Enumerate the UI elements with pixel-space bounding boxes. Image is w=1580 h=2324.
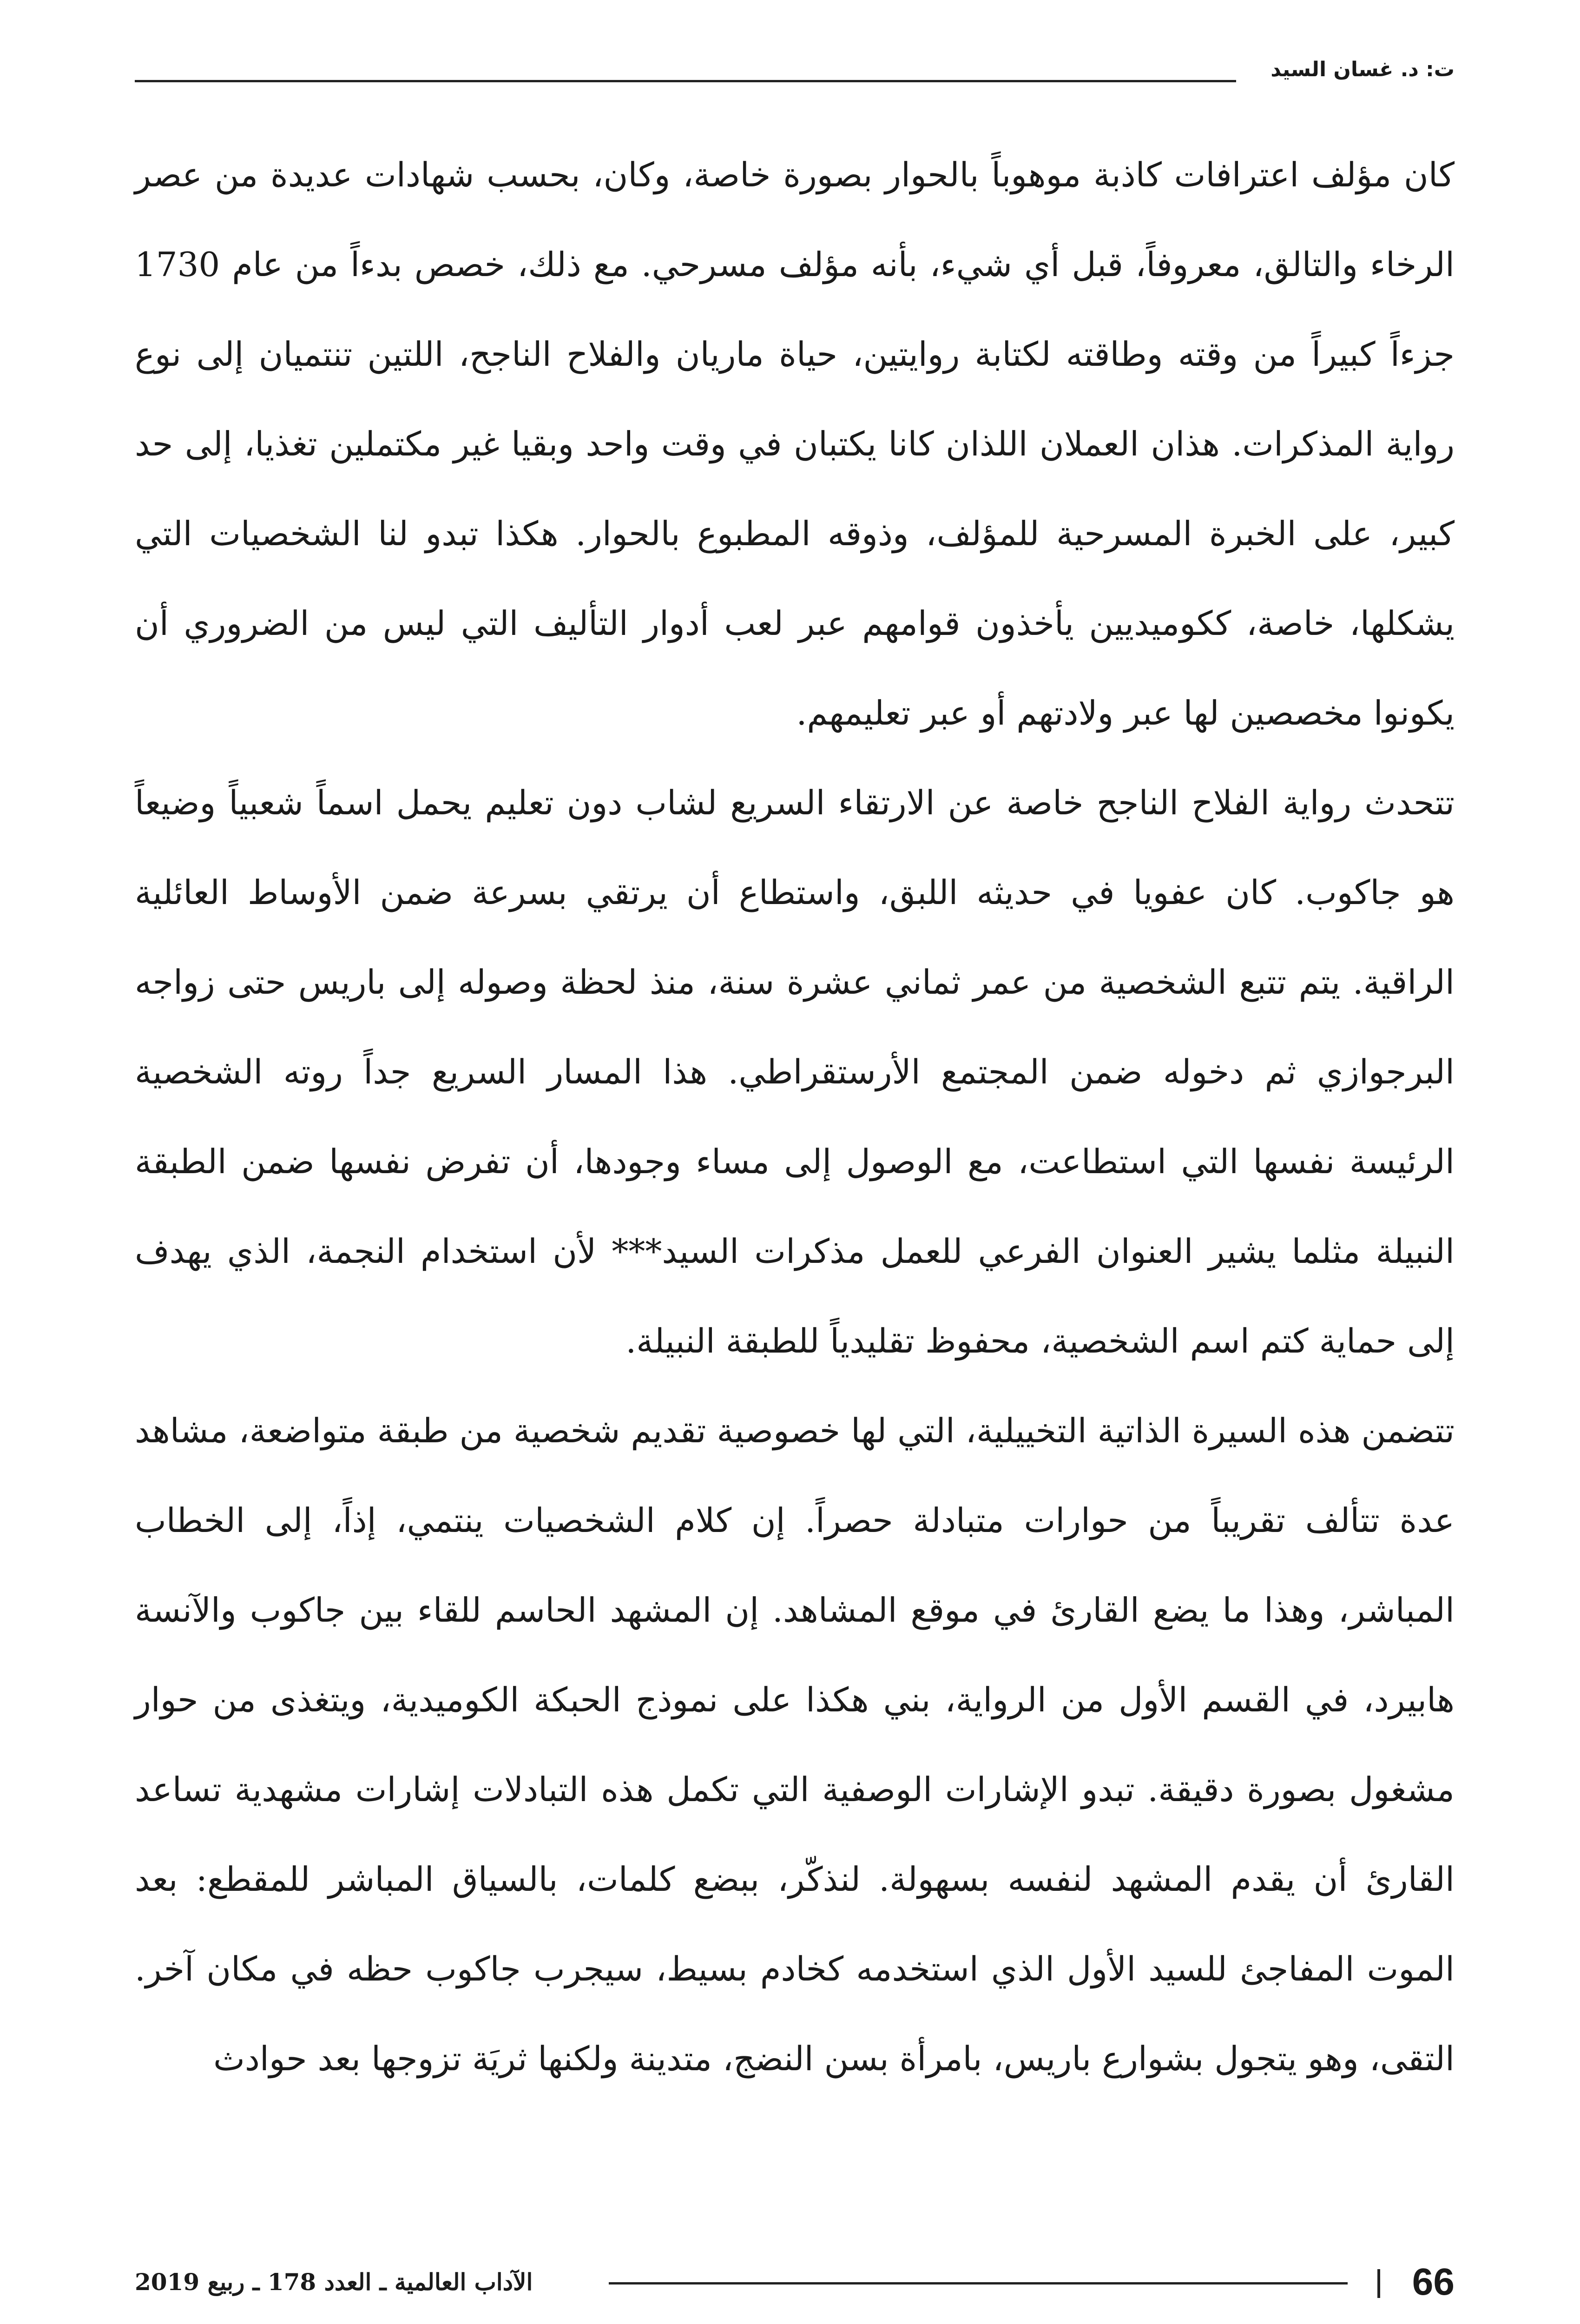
paragraph: تتحدث رواية الفلاح الناجح خاصة عن الارتقاء السريع لشاب دون تعليم يحمل اسماً شعبياً وضيعاً هو جاكوب. كان عفويا في حديثه اللبق، واستطاع أن يرتقي بسرعة ضمن الأوساط العائلية الراقية. يتم تتبع الشخصية من عمر ثماني عشرة سنة، منذ لحظة وصوله إلى باريس حتى زواجه البرجوازي ثم دخوله ضمن المجتمع الأرستقراطي. هذا المسار السريع جداً روته الشخصية الرئيسة نفسها التي استطاعت، مع الوصول إلى مساء وجودها، أن تفرض نفسها ضمن الطبقة النبيلة مثلما يشير العنوان الفرعي للعمل مذكرات السيد*** لأن استخدام النجمة، الذي يهدف إلى حماية كتم اسم الشخصية، محفوظ تقليدياً للطبقة النبيلة. bbox=[135, 783, 1455, 1360]
paragraph: كان مؤلف اعترافات كاذبة موهوباً بالحوار بصورة خاصة، وكان، بحسب شهادات عديدة من عصر الرخاء والتالق، معروفاً، قبل أي شيء، بأنه مؤلف مسرحي. مع ذلك، خصص بدءاً من عام 1730 جزءاً كبيراً من وقته وطاقته لكتابة روايتين، حياة ماريان والفلاح الناجح، اللتين تنتميان إلى نوع رواية المذكرات. هذان العملان اللذان كانا يكتبان في وقت واحد وبقيا غير مكتملين تغذيا، إلى حد كبير، على الخبرة المسرحية للمؤلف، وذوقه المطبوع بالحوار. هكذا تبدو لنا الشخصيات التي يشكلها، خاصة، ككوميديين يأخذون قوامهم عبر لعب أدوار التأليف التي ليس من الضروري أن يكونوا مخصصين لها عبر ولادتهم أو عبر تعليمهم. bbox=[135, 155, 1455, 733]
article-body bbox=[135, 130, 1455, 2104]
paragraph: تتضمن هذه السيرة الذاتية التخييلية، التي لها خصوصية تقديم شخصية من طبقة متواضعة، مشاهد عدة تتألف تقريباً من حوارات متبادلة حصراً. إن كلام الشخصيات ينتمي، إذاً، إلى الخطاب المباشر، وهذا ما يضع القارئ في موقع المشاهد. إن المشهد الحاسم للقاء بين جاكوب والآنسة هابيرد، في القسم الأول من الرواية، بني هكذا على نموذج الحبكة الكوميدية، ويتغذى من حوار مشغول بصورة دقيقة. تبدو الإشارات الوصفية التي تكمل هذه التبادلات إشارات مشهدية تساعد القارئ أن يقدم المشهد لنفسه بسهولة. لنذكّر، ببضع كلمات، بالسياق المباشر للمقطع: بعد الموت المفاجئ للسيد الأول الذي استخدمه كخادم بسيط، سيجرب جاكوب حظه في مكان آخر. التقى، وهو يتجول بشوارع باريس، بامرأة بسن النضج، متدينة ولكنها ثريَة تزوجها بعد حوادث bbox=[135, 1411, 1455, 2078]
page-number: 66 bbox=[1412, 2261, 1455, 2303]
page-header bbox=[135, 51, 1455, 88]
journal-issue: الآداب العالمية ـ العدد 178 ـ ربيع 2019 bbox=[135, 2268, 533, 2296]
page-footer bbox=[135, 2259, 1455, 2305]
header-author: ت: د. غسان السيد bbox=[1271, 58, 1455, 81]
footer-rule bbox=[609, 2282, 1348, 2284]
page-number-separator bbox=[1377, 2269, 1380, 2298]
header-rule bbox=[135, 80, 1236, 82]
